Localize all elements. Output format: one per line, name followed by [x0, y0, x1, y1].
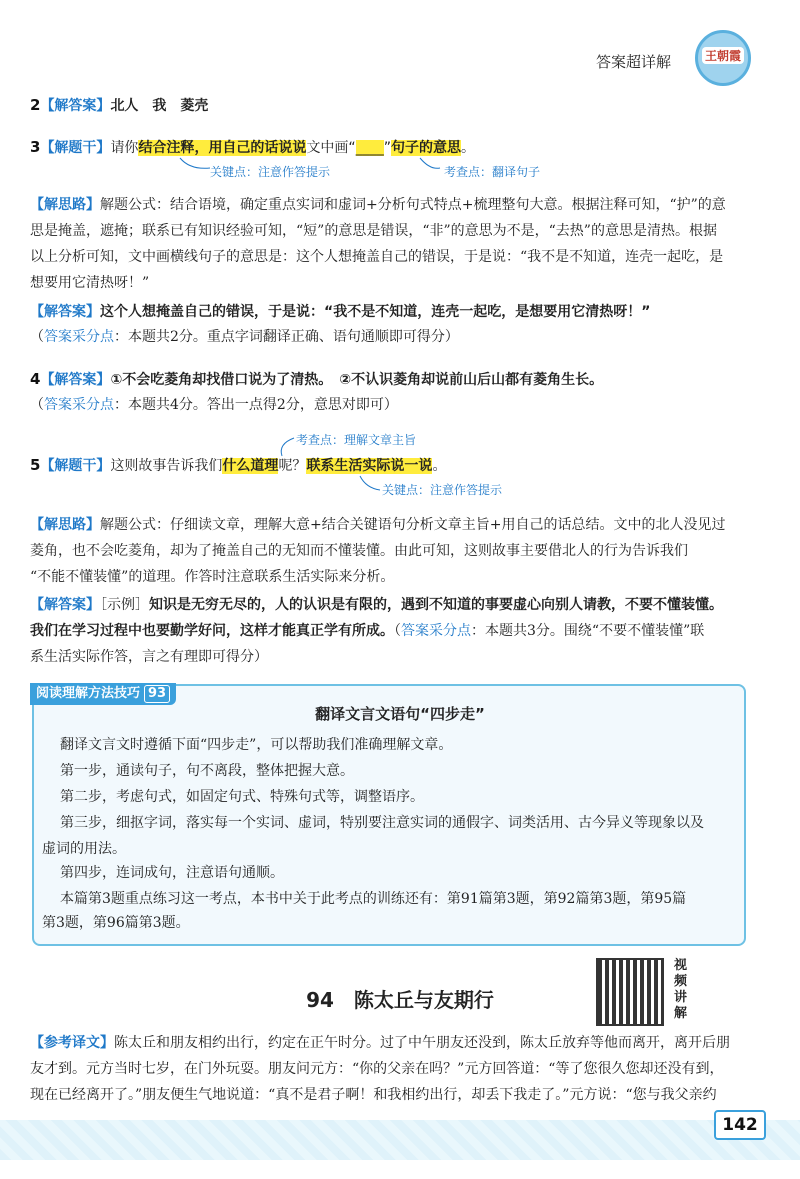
ref-line: 友才到。元方当时七岁，在门外玩耍。朋友问元方：“你的父亲在吗？”元方回答道：“等了您很久您却还没有到，: [30, 1061, 724, 1077]
q3-highlight-3: 句子的意思: [390, 140, 461, 156]
method-tag: [30, 683, 176, 705]
q5-stem: [30, 454, 770, 477]
q5-analysis-tag: 【解思路】: [30, 517, 100, 533]
method-line: 本篇第3题重点练习这一考点，本书中关于此考点的训练还有：第91篇第3题，第92篇第3题，第95篇: [60, 891, 687, 907]
footer-band: [0, 1120, 800, 1160]
q5-tag: 【解题干】: [40, 458, 111, 474]
q3-analysis-line: 以上分析可知，文中画横线句子的意思是：这个人想掩盖自己的错误，于是说：“我不是不知道，连壳一起吃，是: [30, 249, 724, 265]
q3-analysis-line: 想要用它清热呀！”: [30, 275, 150, 291]
q5-score: ：本题共3分。围绕“不要不懂装懂”联: [471, 623, 705, 639]
q4-row: [30, 368, 770, 391]
q3-score-row: （答案采分点：本题共2分。重点字词翻译正确、语句通顺即可得分）: [30, 329, 459, 345]
q3-blank: ____: [355, 140, 384, 156]
q2-number: 2: [30, 96, 41, 114]
q3-note-focus: 考查点：翻译句子: [444, 165, 541, 179]
q3-highlight-2: 用自己的话说说: [208, 140, 307, 156]
q3-number: 3: [30, 138, 41, 156]
q3-stem-text: 请你: [110, 140, 139, 156]
q3-stem-text: ”: [383, 140, 391, 156]
q3-analysis-line: 解题公式：结合语境，确定重点实词和虚词+分析句式特点+梳理整句大意。根据注释可知，“护”的意: [100, 197, 726, 213]
logo-badge: [695, 30, 751, 86]
q3-stem-text: ，: [194, 140, 209, 156]
method-tag-label: 阅读理解方法技巧: [36, 686, 141, 701]
q5-answer: 我们在学习过程中也要勤学好问，这样才能真正学有所成。: [30, 623, 394, 639]
q5-answer-row: [30, 592, 770, 618]
q3-analysis: [30, 192, 770, 218]
ref-line: 陈太丘和朋友相约出行，约定在正午时分。过了中午朋友还没到，陈太丘放弃等他而离开，离开后朋: [114, 1035, 730, 1051]
method-title: 翻译文言文语句“四步走”: [315, 705, 485, 723]
header-title: 答案超详解: [596, 53, 672, 71]
q3-analysis-line: 思是掩盖，遮掩；联系已有知识经验可知，“短”的意思是错误，“非”的意思为不是，“去热”的意思是清热。根据: [30, 223, 717, 239]
method-line: 第一步，通读句子，句不离段，整体把握大意。: [60, 763, 354, 779]
q3-answer: 这个人想掩盖自己的错误，于是说：“我不是不知道，连壳一起吃，是想要用它清热呀！”: [100, 304, 651, 320]
method-line: 第三步，细抠字词，落实每一个实词、虚词，特别要注意实词的通假字、词类活用、古今异义等现象以及: [60, 815, 704, 831]
q2-tag: 【解答案】: [40, 98, 111, 114]
method-number: 93: [144, 685, 170, 703]
q5-stem-text: 这则故事告诉我们: [110, 458, 223, 474]
method-line: 虚词的用法。: [42, 841, 126, 857]
q3-stem-text: 文中画“: [306, 140, 356, 156]
video-label: 视频讲解: [674, 958, 688, 1021]
q5-number: 5: [30, 456, 41, 474]
q5-answer-prefix: ［示例］: [100, 597, 149, 613]
q3-tag: 【解题干】: [40, 140, 111, 156]
q2-row: [30, 94, 770, 117]
q3-answer-row: [30, 301, 770, 323]
q4-answer: ①不会吃菱角却找借口说为了清热。 ②不认识菱角却说前山后山都有菱角生长。: [110, 372, 604, 388]
q5-analysis-line: 解题公式：仔细读文章，理解大意+结合关键语句分析文章主旨+用自己的话总结。文中的北人没见过: [100, 517, 726, 533]
ref-tag: 【参考译文】: [30, 1035, 114, 1051]
q4-number: 4: [30, 370, 41, 388]
q5-analysis: [30, 512, 770, 538]
q5-highlight-1: 什么道理: [222, 458, 279, 474]
ref-line: 现在已经离开了。”朋友便生气地说道：“真不是君子啊！和我相约出行，却丢下我走了。”元方说：“您与我父亲约: [30, 1087, 717, 1103]
next-article-title: 94 陈太丘与友期行: [306, 988, 494, 1012]
q3-highlight-1: 结合注释: [138, 140, 195, 156]
q5-answer-tag: 【解答案】: [30, 597, 100, 613]
method-line: 第3题，第96篇第3题。: [42, 915, 190, 931]
q5-analysis-line: “不能不懂装懂”的道理。作答时注意联系生活实际来分析。: [30, 569, 395, 585]
method-line: 第四步，连词成句，注意语句通顺。: [60, 865, 284, 881]
q5-stem-text: 呢？: [278, 458, 307, 474]
q4-tag: 【解答案】: [40, 372, 111, 388]
q4-score: ：本题共4分。答出一点得2分，意思对即可）: [114, 397, 398, 413]
method-line: 翻译文言文时遵循下面“四步走”，可以帮助我们准确理解文章。: [60, 737, 453, 753]
qr-code-icon[interactable]: [596, 958, 664, 1026]
q5-analysis-line: 菱角，也不会吃菱角，却为了掩盖自己的无知而不懂装懂。由此可知，这则故事主要借北人的行为告诉我们: [30, 543, 688, 559]
q5-stem-text: 。: [432, 458, 447, 474]
q2-answer: 北人 我 菱壳: [110, 98, 209, 114]
q4-score-tag: 答案采分点: [44, 397, 114, 413]
q5-highlight-2: 联系生活实际说一说: [306, 458, 433, 474]
q3-score-tag: 答案采分点: [44, 329, 114, 345]
q5-note-focus: 考查点：理解文章主旨: [296, 433, 417, 447]
q3-score: ：本题共2分。重点字词翻译正确、语句通顺即可得分）: [114, 329, 459, 345]
q3-analysis-tag: 【解思路】: [30, 197, 100, 213]
q5-score-tag: 答案采分点: [401, 623, 471, 639]
method-line: 第二步，考虑句式，如固定句式、特殊句式等，调整语序。: [60, 789, 424, 805]
q5-answer-row-2: 我们在学习过程中也要勤学好问，这样才能真正学有所成。（答案采分点：本题共3分。围绕“不要不懂装懂”联: [30, 623, 705, 639]
q5-answer: 知识是无穷无尽的，人的认识是有限的，遇到不知道的事要虚心向别人请教，不要不懂装懂。: [149, 597, 723, 613]
q3-answer-tag: 【解答案】: [30, 304, 100, 320]
q3-stem-text: 。: [460, 140, 475, 156]
q3-note-key: 关键点：注意作答提示: [210, 165, 331, 179]
ref-translation: [30, 1030, 770, 1056]
q5-note-key: 关键点：注意作答提示: [382, 483, 503, 497]
q5-score-line: 系生活实际作答，言之有理即可得分）: [30, 649, 268, 665]
page-number: 142: [714, 1110, 766, 1140]
logo-text: 王朝霞: [702, 47, 744, 64]
q4-score-row: （答案采分点：本题共4分。答出一点得2分，意思对即可）: [30, 397, 398, 413]
